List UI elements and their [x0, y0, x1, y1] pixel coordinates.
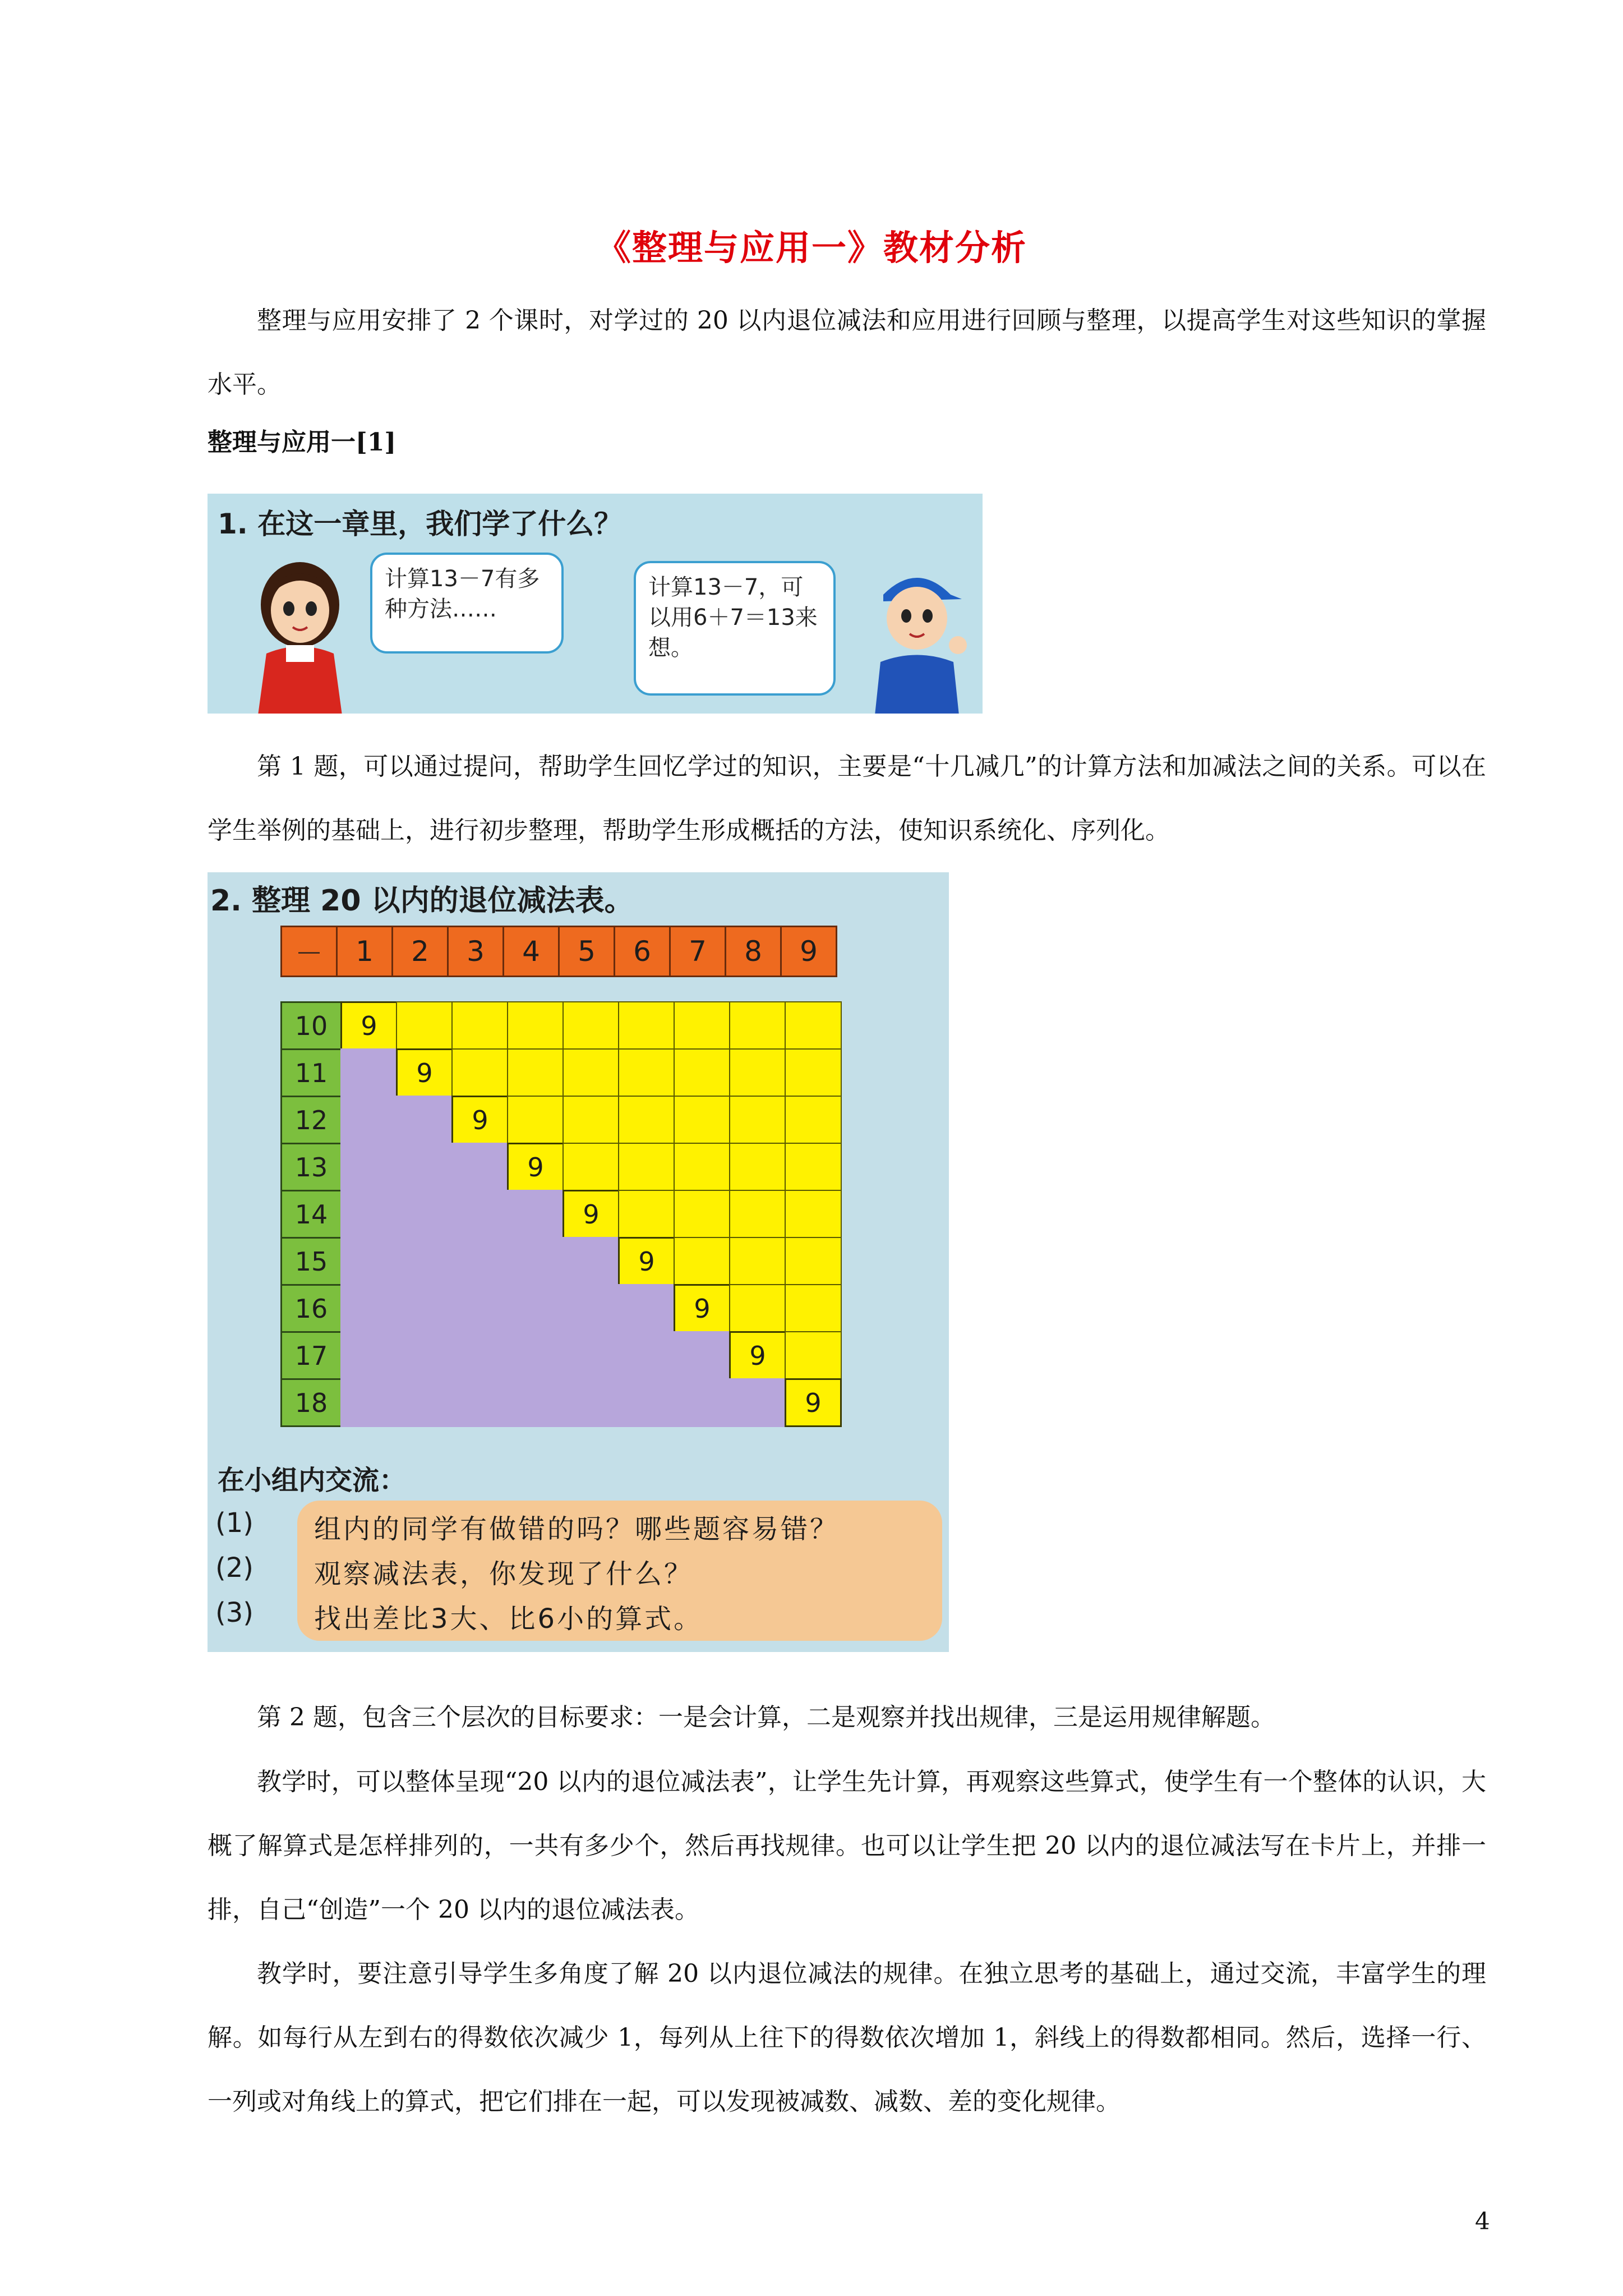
- empty-cell: [562, 1096, 620, 1144]
- question-2-analysis: 第 2 题，包含三个层次的目标要求：一是会计算，二是观察并找出规律，三是运用规律解题。: [257, 1703, 1275, 1732]
- empty-cell: [674, 1096, 731, 1144]
- header-cell: －: [280, 926, 338, 977]
- empty-cell: [785, 1143, 842, 1191]
- empty-cell: [396, 1001, 453, 1050]
- figure-1-question: 1. 在这一章里，我们学了什么？: [218, 508, 623, 540]
- row-header-cell: 14: [280, 1190, 342, 1239]
- teaching-paragraph-2: 教学时，要注意引导学生多角度了解 20 以内退位减法的规律。在独立思考的基础上，通过交流，丰富学生的理解。如每行从左到右的得数依次减少 1，每列从上往下的得数依次增加 1，斜线上的得数都相同。然后，选择一行、一列或对角线上的算式，把它们排在一起，可以发现被减数、减数、差的变化规律。: [208, 1959, 1486, 2116]
- shaded-cell: [396, 1284, 453, 1333]
- row-header-cell: 10: [280, 1001, 342, 1050]
- diagonal-cell: 9: [396, 1048, 453, 1097]
- empty-cell: [729, 1048, 786, 1097]
- empty-cell: [618, 1096, 675, 1144]
- header-cell: 7: [669, 926, 726, 977]
- girl-speech-bubble: 计算13－7有多种方法……: [370, 553, 564, 654]
- shaded-cell: [340, 1237, 398, 1286]
- empty-cell: [618, 1048, 675, 1097]
- empty-cell: [729, 1237, 786, 1286]
- empty-cell: [674, 1237, 731, 1286]
- question-number: (3): [215, 1597, 253, 1628]
- shaded-cell: [340, 1143, 398, 1191]
- empty-cell: [729, 1096, 786, 1144]
- empty-cell: [451, 1001, 509, 1050]
- shaded-cell: [396, 1190, 453, 1239]
- question-number: (2): [215, 1552, 253, 1584]
- figure-1-textbook-image: [208, 494, 983, 714]
- empty-cell: [507, 1001, 564, 1050]
- empty-cell: [507, 1096, 564, 1144]
- empty-cell: [562, 1001, 620, 1050]
- shaded-cell: [396, 1378, 453, 1427]
- empty-cell: [785, 1237, 842, 1286]
- shaded-cell: [507, 1237, 564, 1286]
- figure-2-question: 2. 整理 20 以内的退位减法表。: [210, 884, 634, 918]
- shaded-cell: [451, 1237, 509, 1286]
- discussion-question: 组内的同学有做错的吗？哪些题容易错？: [314, 1513, 840, 1545]
- discussion-question: 观察减法表，你发现了什么？: [314, 1558, 694, 1590]
- header-cell: 6: [614, 926, 671, 977]
- shaded-cell: [396, 1143, 453, 1191]
- diagonal-cell: 9: [340, 1001, 398, 1050]
- empty-cell: [674, 1143, 731, 1191]
- shaded-cell: [507, 1378, 564, 1427]
- diagonal-cell: 9: [618, 1237, 675, 1286]
- shaded-cell: [396, 1237, 453, 1286]
- empty-cell: [785, 1190, 842, 1239]
- shaded-cell: [562, 1237, 620, 1286]
- shaded-cell: [507, 1190, 564, 1239]
- shaded-cell: [507, 1284, 564, 1333]
- empty-cell: [618, 1001, 675, 1050]
- question-number: (1): [215, 1507, 253, 1539]
- empty-cell: [785, 1001, 842, 1050]
- shaded-cell: [396, 1096, 453, 1144]
- shaded-cell: [618, 1378, 675, 1427]
- header-cell: 4: [502, 926, 560, 977]
- shaded-cell: [618, 1284, 675, 1333]
- header-cell: 3: [447, 926, 504, 977]
- empty-cell: [562, 1048, 620, 1097]
- intro-paragraph: 整理与应用安排了 2 个课时，对学过的 20 以内退位减法和应用进行回顾与整理，以提高学生对这些知识的掌握水平。: [208, 306, 1486, 399]
- diagonal-cell: 9: [507, 1143, 564, 1191]
- diagonal-cell: 9: [785, 1378, 842, 1427]
- empty-cell: [451, 1048, 509, 1097]
- shaded-cell: [340, 1096, 398, 1144]
- row-header-cell: 17: [280, 1331, 342, 1380]
- shaded-cell: [340, 1048, 398, 1097]
- empty-cell: [729, 1143, 786, 1191]
- diagonal-cell: 9: [451, 1096, 509, 1144]
- header-cell: 2: [391, 926, 449, 977]
- shaded-cell: [562, 1284, 620, 1333]
- empty-cell: [618, 1143, 675, 1191]
- shaded-cell: [340, 1331, 398, 1380]
- empty-cell: [785, 1331, 842, 1380]
- shaded-cell: [562, 1331, 620, 1380]
- shaded-cell: [451, 1190, 509, 1239]
- question-1-analysis: 第 1 题，可以通过提问，帮助学生回忆学过的知识，主要是“十几减几”的计算方法和加减法之间的关系。可以在学生举例的基础上，进行初步整理，帮助学生形成概括的方法，使知识系统化、序列化。: [208, 752, 1486, 845]
- empty-cell: [729, 1001, 786, 1050]
- empty-cell: [562, 1143, 620, 1191]
- row-header-cell: 13: [280, 1143, 342, 1191]
- shaded-cell: [340, 1190, 398, 1239]
- discussion-question: 找出差比3大、比6小的算式。: [314, 1603, 703, 1635]
- header-cell: 9: [780, 926, 837, 977]
- discussion-label: 在小组内交流：: [218, 1465, 407, 1496]
- diagonal-cell: 9: [729, 1331, 786, 1380]
- shaded-cell: [674, 1331, 731, 1380]
- row-header-cell: 16: [280, 1284, 342, 1333]
- page-title: 《整理与应用一》教材分析: [596, 227, 1027, 268]
- empty-cell: [729, 1190, 786, 1239]
- empty-cell: [674, 1190, 731, 1239]
- teaching-paragraph-1: 教学时，可以整体呈现“20 以内的退位减法表”，让学生先计算，再观察这些算式，使学生有一个整体的认识，大概了解算式是怎样排列的，一共有多少个，然后再找规律。也可以让学生把 20 以内的退位减法写在卡片上，并排一排，自己“创造”一个 20 以内的退位减法表。: [208, 1768, 1486, 1924]
- figure-2-subtraction-table: [208, 872, 949, 1652]
- shaded-cell: [729, 1378, 786, 1427]
- empty-cell: [674, 1001, 731, 1050]
- section-heading: 整理与应用一[1]: [208, 428, 396, 457]
- empty-cell: [785, 1096, 842, 1144]
- empty-cell: [674, 1048, 731, 1097]
- header-cell: 5: [558, 926, 615, 977]
- boy-speech-bubble: 计算13－7，可以用6＋7＝13来想。: [634, 561, 836, 696]
- shaded-cell: [618, 1331, 675, 1380]
- header-cell: 1: [336, 926, 393, 977]
- shaded-cell: [451, 1331, 509, 1380]
- row-header-cell: 11: [280, 1048, 342, 1097]
- empty-cell: [618, 1190, 675, 1239]
- empty-cell: [729, 1284, 786, 1333]
- row-header-cell: 12: [280, 1096, 342, 1144]
- diagonal-cell: 9: [674, 1284, 731, 1333]
- empty-cell: [785, 1284, 842, 1333]
- boy-illustration: [858, 555, 976, 714]
- shaded-cell: [451, 1284, 509, 1333]
- shaded-cell: [507, 1331, 564, 1380]
- girl-illustration: [241, 555, 359, 714]
- row-header-cell: 15: [280, 1237, 342, 1286]
- header-cell: 8: [725, 926, 782, 977]
- diagonal-cell: 9: [562, 1190, 620, 1239]
- empty-cell: [507, 1048, 564, 1097]
- shaded-cell: [674, 1378, 731, 1427]
- shaded-cell: [340, 1378, 398, 1427]
- table-header-row: [280, 926, 836, 977]
- shaded-cell: [451, 1143, 509, 1191]
- empty-cell: [785, 1048, 842, 1097]
- page-number: 4: [1475, 2207, 1490, 2235]
- shaded-cell: [396, 1331, 453, 1380]
- shaded-cell: [562, 1378, 620, 1427]
- shaded-cell: [340, 1284, 398, 1333]
- row-header-cell: 18: [280, 1378, 342, 1427]
- shaded-cell: [451, 1378, 509, 1427]
